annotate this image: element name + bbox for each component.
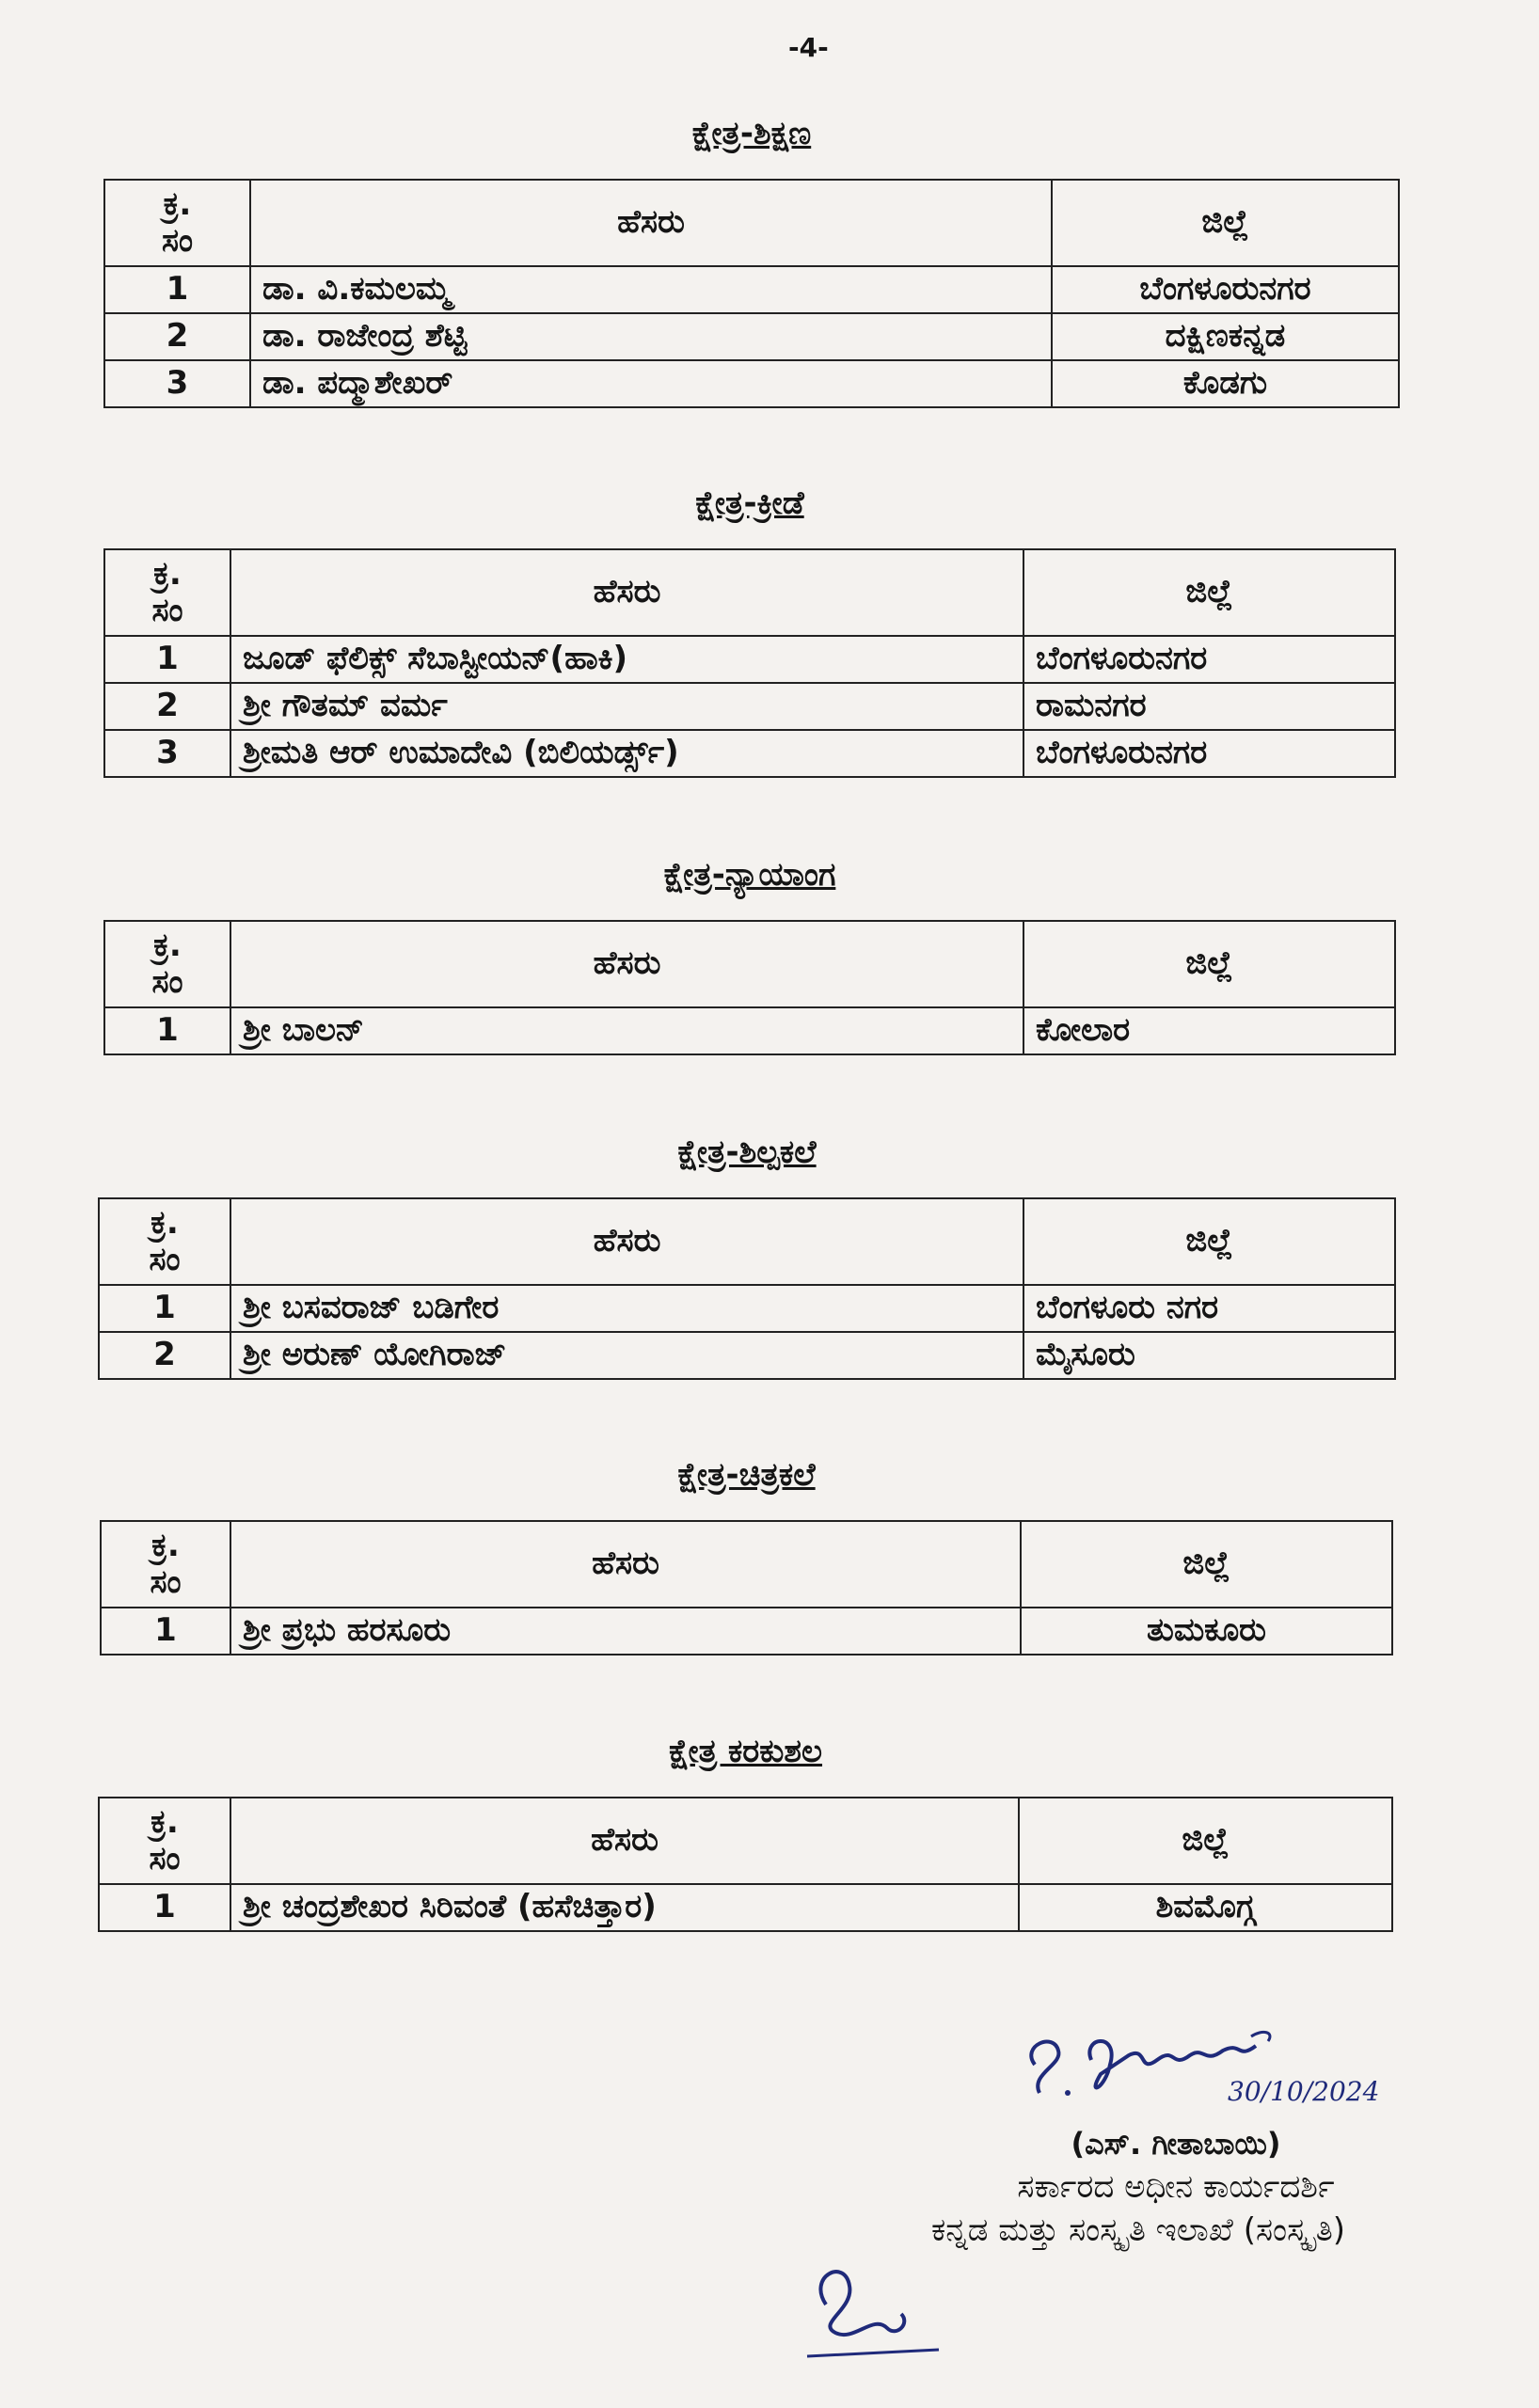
awardee-name: ಶ್ರೀಮತಿ ಆರ್ ಉಮಾದೇವಿ (ಬಿಲಿಯರ್ಡ್ಸ್) bbox=[230, 730, 1023, 777]
header-name: ಹೆಸರು bbox=[230, 1521, 1021, 1608]
serial-no: 1 bbox=[99, 1285, 230, 1332]
section-title: ಕ್ಷೇತ್ರ ಕರಕುಶಲ bbox=[668, 1733, 823, 1770]
header-district: ಜಿಲ್ಲೆ bbox=[1023, 549, 1395, 636]
section-painting bbox=[100, 1456, 1393, 1656]
awardee-name: ಶ್ರೀ ಚಂದ್ರಶೇಖರ ಸಿರಿವಂತೆ (ಹಸೆಚಿತ್ತಾರ) bbox=[230, 1884, 1019, 1931]
table-row bbox=[104, 636, 1395, 683]
header-serial-no: ಕ್ರ. ಸಂ bbox=[99, 1198, 230, 1285]
signatory-name: (ಎಸ್. ಗೀತಾಬಾಯಿ) bbox=[1071, 2126, 1281, 2162]
district: ಮೈಸೂರು bbox=[1023, 1332, 1395, 1379]
serial-no: 3 bbox=[104, 730, 230, 777]
table-row bbox=[104, 1007, 1395, 1054]
table-row bbox=[101, 1608, 1392, 1655]
initial-mark bbox=[798, 2239, 948, 2361]
awardee-table bbox=[100, 1520, 1393, 1656]
header-serial-no: ಕ್ರ. ಸಂ bbox=[104, 921, 230, 1007]
district: ಬೆಂಗಳೂರು ನಗರ bbox=[1023, 1285, 1395, 1332]
section-judiciary bbox=[103, 856, 1396, 1055]
awardee-name: ಡಾ. ರಾಜೇಂದ್ರ ಶೆಟ್ಟಿ bbox=[250, 313, 1052, 360]
section-title: ಕ್ಷೇತ್ರ-ಶಿಕ್ಷಣ bbox=[691, 115, 812, 152]
header-name: ಹೆಸರು bbox=[230, 1198, 1023, 1285]
header-district: ಜಿಲ್ಲೆ bbox=[1023, 1198, 1395, 1285]
table-row bbox=[99, 1285, 1395, 1332]
awardee-table bbox=[98, 1197, 1396, 1380]
district: ಬೆಂಗಳೂರುನಗರ bbox=[1023, 730, 1395, 777]
awardee-name: ಶ್ರೀ ಗೌತಮ್ ವರ್ಮ bbox=[230, 683, 1023, 730]
header-name: ಹೆಸರು bbox=[230, 549, 1023, 636]
table-row bbox=[99, 1332, 1395, 1379]
awardee-name: ಶ್ರೀ ಬಾಲನ್ bbox=[230, 1007, 1023, 1054]
header-serial-no: ಕ್ರ. ಸಂ bbox=[104, 549, 230, 636]
header-district: ಜಿಲ್ಲೆ bbox=[1052, 180, 1399, 266]
section-handicrafts bbox=[98, 1733, 1393, 1932]
table-row bbox=[104, 730, 1395, 777]
table-header-row bbox=[104, 549, 1395, 636]
table-header-row bbox=[101, 1521, 1392, 1608]
awardee-name: ಶ್ರೀ ಬಸವರಾಜ್ ಬಡಿಗೇರ bbox=[230, 1285, 1023, 1332]
table-header-row bbox=[104, 921, 1395, 1007]
header-name: ಹೆಸರು bbox=[230, 921, 1023, 1007]
header-name: ಹೆಸರು bbox=[250, 180, 1052, 266]
awardee-name: ಡಾ. ಪದ್ಮಾಶೇಖರ್ bbox=[250, 360, 1052, 407]
awardee-name: ಶ್ರೀ ಪ್ರಭು ಹರಸೂರು bbox=[230, 1608, 1021, 1655]
table-header-row bbox=[104, 180, 1399, 266]
district: ಕೋಲಾರ bbox=[1023, 1007, 1395, 1054]
table-row bbox=[99, 1884, 1392, 1931]
awardee-name: ಜೂಡ್ ಫೆಲಿಕ್ಸ್ ಸೆಬಾಸ್ಟೀಯನ್(ಹಾಕಿ) bbox=[230, 636, 1023, 683]
header-serial-no: ಕ್ರ. ಸಂ bbox=[101, 1521, 230, 1608]
signature-block bbox=[847, 2013, 1505, 2255]
header-serial-no: ಕ್ರ. ಸಂ bbox=[99, 1798, 230, 1884]
serial-no: 1 bbox=[104, 636, 230, 683]
section-sports bbox=[103, 484, 1396, 778]
serial-no: 2 bbox=[104, 313, 250, 360]
table-row bbox=[104, 360, 1399, 407]
awardee-table bbox=[103, 920, 1396, 1055]
section-title: ಕ್ಷೇತ್ರ-ಕ್ರೀಡೆ bbox=[695, 484, 804, 522]
section-title: ಕ್ಷೇತ್ರ-ನ್ಯಾಯಾಂಗ bbox=[663, 856, 836, 894]
section-title: ಕ್ಷೇತ್ರ-ಚಿತ್ರಕಲೆ bbox=[677, 1456, 816, 1494]
district: ಬೆಂಗಳೂರುನಗರ bbox=[1023, 636, 1395, 683]
serial-no: 3 bbox=[104, 360, 250, 407]
awardee-table bbox=[103, 179, 1400, 408]
district: ಬೆಂಗಳೂರುನಗರ bbox=[1052, 266, 1399, 313]
header-district: ಜಿಲ್ಲೆ bbox=[1023, 921, 1395, 1007]
signatory-designation: ಸರ್ಕಾರದ ಅಧೀನ ಕಾರ್ಯದರ್ಶಿ bbox=[1017, 2168, 1335, 2206]
awardee-table bbox=[98, 1797, 1393, 1932]
header-name: ಹೆಸರು bbox=[230, 1798, 1019, 1884]
district: ರಾಮನಗರ bbox=[1023, 683, 1395, 730]
section-sculpture bbox=[98, 1133, 1396, 1380]
header-serial-no: ಕ್ರ. ಸಂ bbox=[104, 180, 250, 266]
table-header-row bbox=[99, 1198, 1395, 1285]
table-header-row bbox=[99, 1798, 1392, 1884]
serial-no: 2 bbox=[104, 683, 230, 730]
header-district: ಜಿಲ್ಲೆ bbox=[1021, 1521, 1392, 1608]
section-title: ಕ್ಷೇತ್ರ-ಶಿಲ್ಪಕಲೆ bbox=[677, 1133, 817, 1171]
serial-no: 1 bbox=[104, 266, 250, 313]
awardee-table bbox=[103, 548, 1396, 778]
awardee-name: ಡಾ. ವಿ.ಕಮಲಮ್ಮ bbox=[250, 266, 1052, 313]
header-district: ಜಿಲ್ಲೆ bbox=[1019, 1798, 1392, 1884]
page-number: -4- bbox=[788, 32, 829, 63]
table-row bbox=[104, 266, 1399, 313]
section-education bbox=[103, 115, 1400, 408]
serial-no: 1 bbox=[104, 1007, 230, 1054]
awardee-name: ಶ್ರೀ ಅರುಣ್ ಯೋಗಿರಾಜ್ bbox=[230, 1332, 1023, 1379]
serial-no: 2 bbox=[99, 1332, 230, 1379]
signatory-department: ಕನ್ನಡ ಮತ್ತು ಸಂಸ್ಕೃತಿ ಇಲಾಖೆ (ಸಂಸ್ಕೃತಿ) bbox=[931, 2211, 1345, 2249]
district: ದಕ್ಷಿಣಕನ್ನಡ bbox=[1052, 313, 1399, 360]
table-row bbox=[104, 683, 1395, 730]
district: ಶಿವಮೊಗ್ಗ bbox=[1019, 1884, 1392, 1931]
district: ಕೊಡಗು bbox=[1052, 360, 1399, 407]
table-row bbox=[104, 313, 1399, 360]
serial-no: 1 bbox=[101, 1608, 230, 1655]
signature-date: 30/10/2024 bbox=[1228, 2076, 1380, 2107]
district: ತುಮಕೂರು bbox=[1021, 1608, 1392, 1655]
serial-no: 1 bbox=[99, 1884, 230, 1931]
